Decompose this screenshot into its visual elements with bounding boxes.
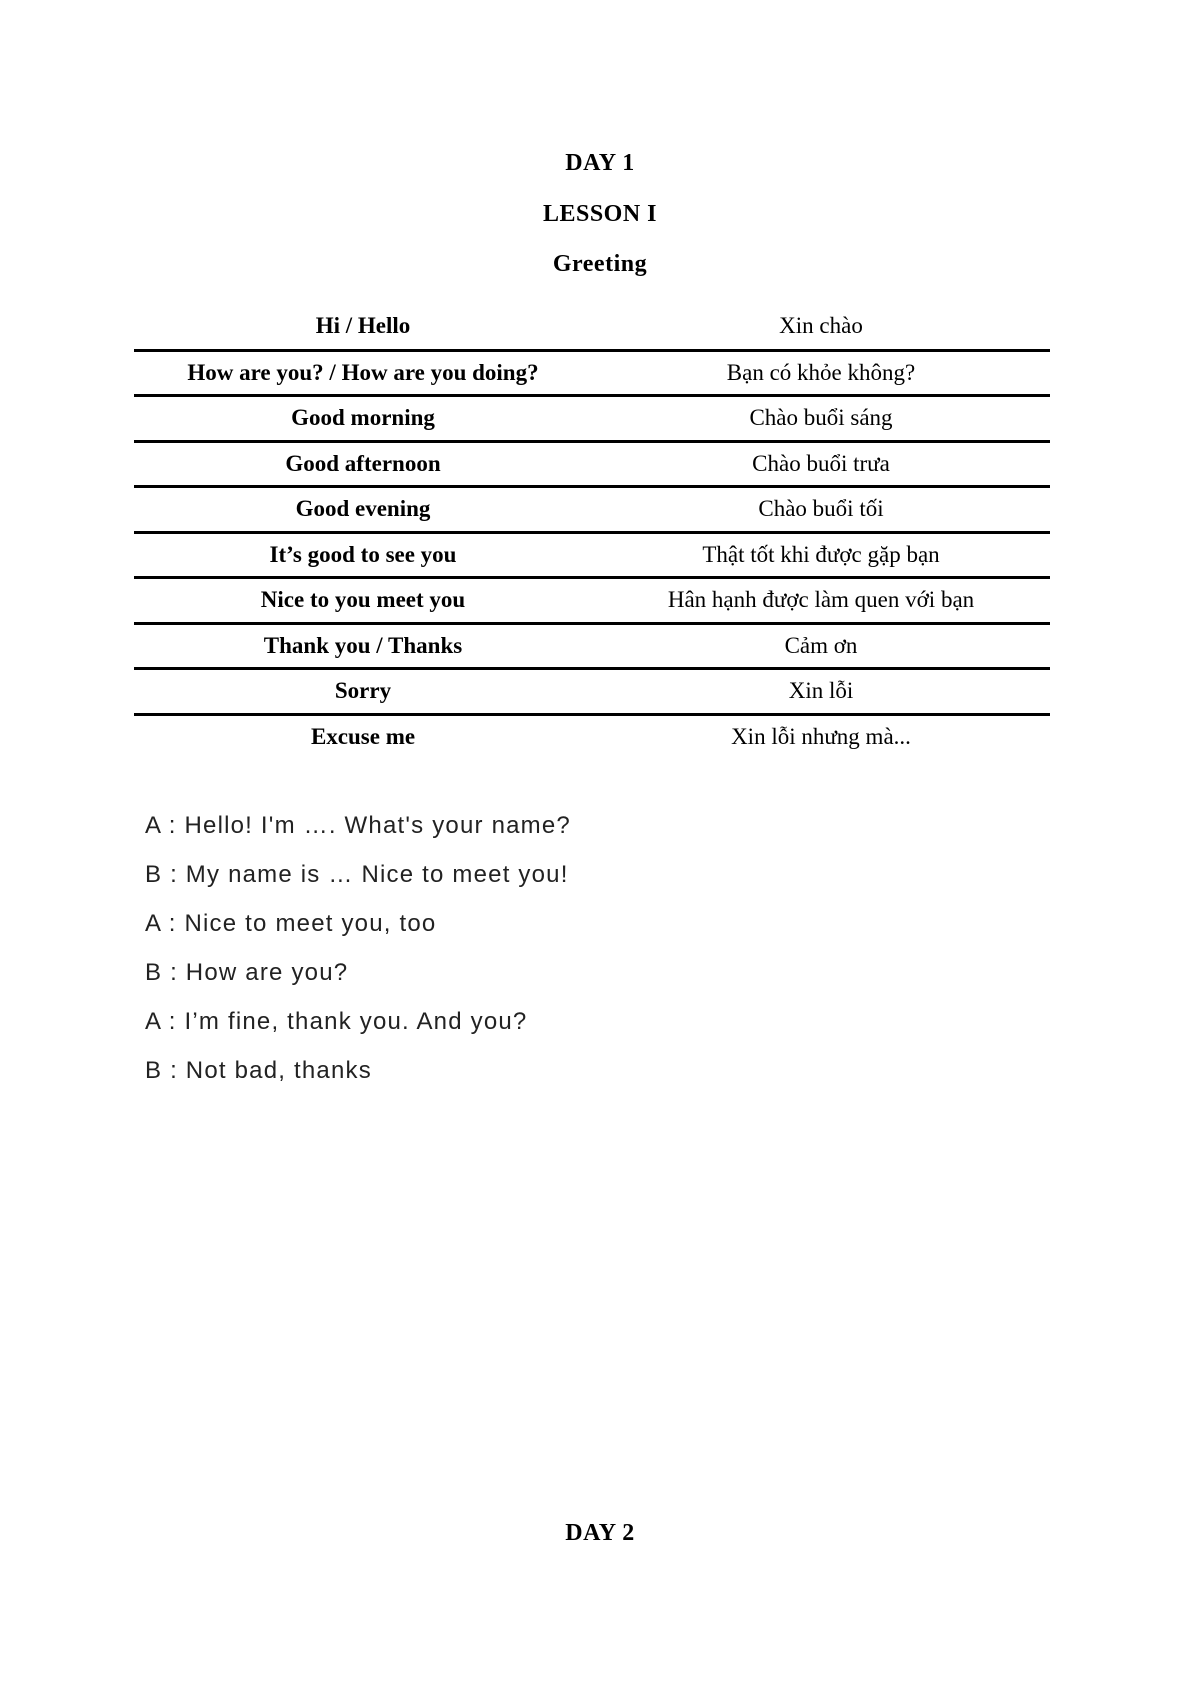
vietnamese-translation: Chào buổi trưa: [752, 450, 890, 476]
english-phrase: Good afternoon: [285, 450, 441, 476]
table-row: [134, 576, 1050, 622]
table-row: [134, 531, 1050, 577]
dialogue-line: B : My name is … Nice to meet you!: [145, 861, 569, 888]
vietnamese-translation: Bạn có khỏe không?: [726, 359, 916, 385]
english-phrase: Excuse me: [310, 723, 416, 749]
english-phrase: Good evening: [295, 496, 431, 522]
dialogue-line: A : Nice to meet you, too: [145, 910, 437, 937]
table-row: [134, 622, 1050, 668]
english-phrase: It’s good to see you: [269, 541, 457, 567]
sample-dialogue: [145, 808, 945, 1102]
topic-heading: Greeting: [552, 251, 648, 277]
vietnamese-translation: Chào buổi sáng: [749, 405, 893, 431]
dialogue-line: B : How are you?: [145, 959, 349, 986]
vietnamese-translation: Hân hạnh được làm quen với bạn: [667, 587, 975, 613]
vietnamese-translation: Xin lỗi: [788, 678, 854, 704]
english-phrase: Nice to you meet you: [260, 587, 466, 613]
table-row: [134, 394, 1050, 440]
table-row: [134, 440, 1050, 486]
vietnamese-translation: Cảm ơn: [784, 632, 858, 658]
table-row: [134, 713, 1050, 759]
day-heading: DAY 1: [565, 150, 635, 176]
english-phrase: How are you? / How are you doing?: [187, 359, 539, 385]
vietnamese-translation: Thật tốt khi được gặp bạn: [702, 541, 940, 567]
table-row: [134, 485, 1050, 531]
dialogue-line: B : Not bad, thanks: [145, 1057, 372, 1084]
lesson-heading: LESSON I: [542, 201, 658, 227]
vietnamese-translation: Chào buổi tối: [758, 496, 884, 522]
english-phrase: Hi / Hello: [315, 312, 411, 338]
table-row: [134, 667, 1050, 713]
english-phrase: Thank you / Thanks: [263, 632, 463, 658]
table-row: [134, 303, 1050, 349]
english-phrase: Good morning: [291, 405, 435, 431]
vocabulary-table: [134, 303, 1050, 758]
table-row: [134, 349, 1050, 395]
vietnamese-translation: Xin lỗi nhưng mà...: [731, 723, 911, 749]
english-phrase: Sorry: [334, 678, 392, 704]
next-day-heading: DAY 2: [565, 1520, 635, 1546]
vietnamese-translation: Xin chào: [779, 312, 863, 338]
dialogue-line: A : I’m fine, thank you. And you?: [145, 1008, 528, 1035]
dialogue-line: A : Hello! I'm …. What's your name?: [145, 812, 571, 839]
